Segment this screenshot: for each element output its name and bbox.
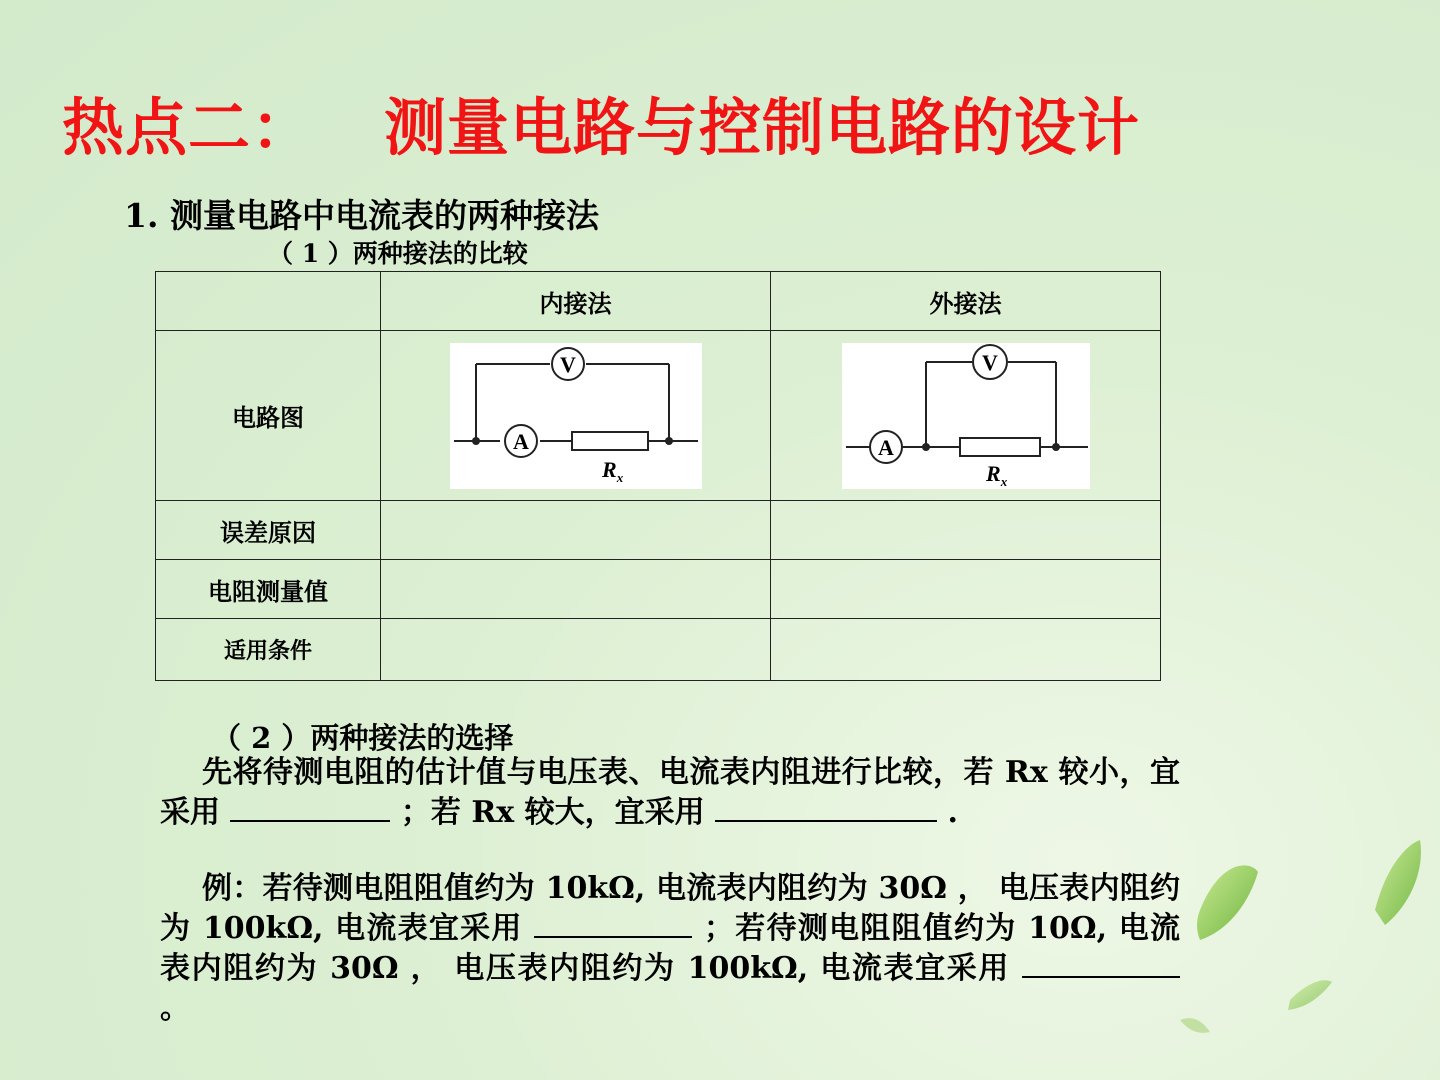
- resistor-label: $R_x$: [985, 460, 1007, 489]
- row-label-applicable-conditions: 适用条件: [156, 619, 381, 681]
- example-paragraph: [160, 869, 1180, 1029]
- selection-paragraph: [160, 753, 1180, 833]
- leaf-icon: [1197, 865, 1258, 940]
- example-text-3: 。: [160, 991, 190, 1026]
- empty-cell: [381, 501, 771, 560]
- table-header-cell-empty: [156, 272, 381, 331]
- title-topic: 测量电路与控制电路的设计: [384, 91, 1141, 164]
- selection-text-2: ；若 Rx 较大，宜采用: [400, 795, 705, 830]
- example-text-1: 例：若待测电阻阻值约为 10kΩ, 电流表内阻约为 30Ω ， 电压表内阻约为 100kΩ, 电流表宜采用: [160, 871, 1180, 946]
- table-header-row: [156, 272, 1161, 331]
- page-title: [62, 78, 1140, 167]
- empty-cell: [381, 560, 771, 619]
- leaf-icon: [1180, 1018, 1210, 1033]
- external-connection-circuit-diagram: [842, 343, 1090, 489]
- table-row: [156, 560, 1161, 619]
- resistor-label: $R_x$: [601, 456, 623, 485]
- selection-text-3: .: [947, 795, 958, 830]
- external-circuit-cell: [771, 331, 1161, 501]
- internal-circuit-cell: [381, 331, 771, 501]
- table-row: [156, 501, 1161, 560]
- ammeter-label: A: [877, 434, 894, 460]
- internal-connection-circuit-diagram: [450, 343, 702, 489]
- empty-cell: [771, 619, 1161, 681]
- empty-cell: [771, 501, 1161, 560]
- selection-text-1: 先将待测电阻的估计值与电压表、电流表内阻进行比较，若 Rx 较小，宜采用: [160, 755, 1180, 830]
- table-row: [156, 331, 1161, 501]
- row-label-circuit: 电路图: [156, 331, 381, 501]
- section2-heading: （ 2 ）两种接法的选择: [212, 721, 514, 755]
- ammeter-label: A: [512, 428, 529, 454]
- row-label-error-cause: 误差原因: [156, 501, 381, 560]
- voltmeter-label: V: [559, 351, 576, 377]
- leaf-icon: [1375, 840, 1421, 925]
- leaf-icon: [1288, 980, 1332, 1010]
- answer-blank: [1022, 950, 1180, 978]
- answer-blank: [230, 794, 390, 822]
- empty-cell: [771, 560, 1161, 619]
- section1-heading: 1. 测量电路中电流表的两种接法: [124, 196, 599, 235]
- row-label-measured-value: 电阻测量值: [156, 560, 381, 619]
- voltmeter-label: V: [981, 349, 998, 375]
- decorative-leaves: [1170, 820, 1440, 1060]
- title-hotspot: 热点二：: [62, 91, 315, 164]
- answer-blank: [715, 794, 937, 822]
- section1-subheading: （ 1 ）两种接法的比较: [268, 239, 528, 268]
- table-row: [156, 619, 1161, 681]
- table-header-internal: 内接法: [381, 272, 771, 331]
- comparison-table: [155, 271, 1161, 681]
- example-text-2: ；若待测电阻阻值约为 10Ω, 电流表内阻约为 30Ω ， 电压表内阻约为 100kΩ, 电流表宜采用: [160, 911, 1180, 986]
- empty-cell: [381, 619, 771, 681]
- table-header-external: 外接法: [771, 272, 1161, 331]
- answer-blank: [534, 910, 692, 938]
